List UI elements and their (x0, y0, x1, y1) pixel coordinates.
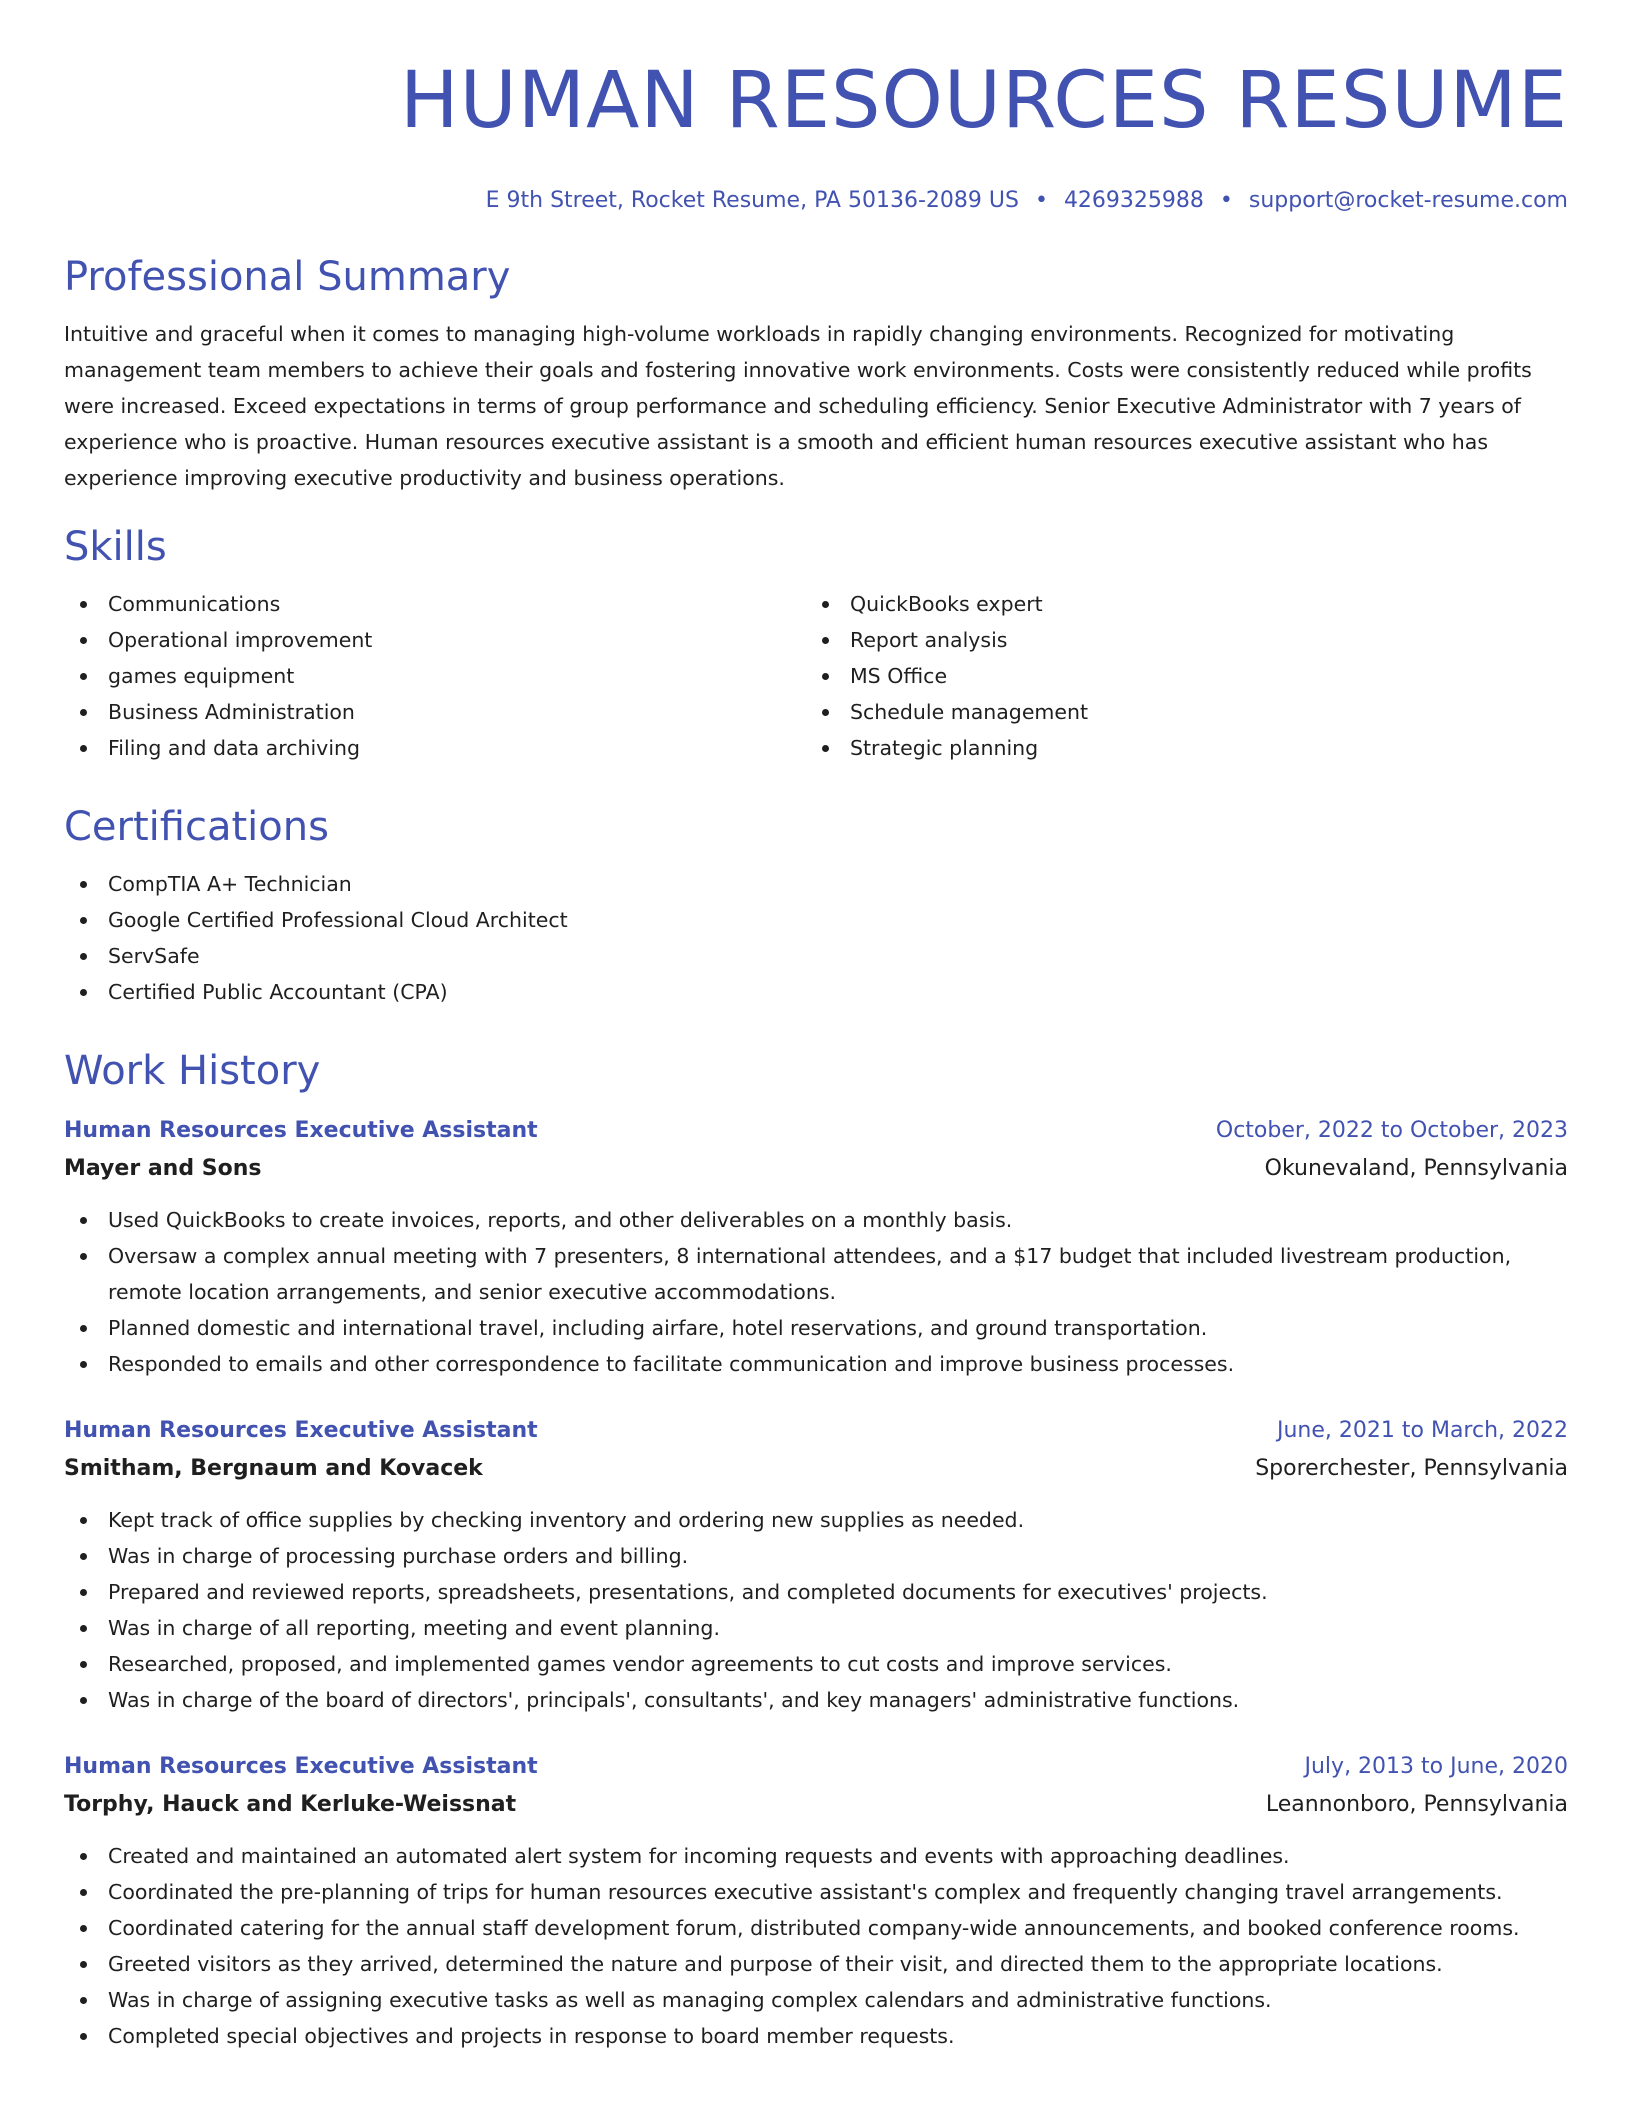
skills-list-left (64, 586, 806, 766)
job-bullet: Created and maintained an automated alert system for incoming requests and events with approaching deadlines. (64, 1838, 1568, 1874)
job-bullets (64, 1838, 1568, 2054)
skill-item: Report analysis (806, 622, 1548, 658)
job-bullets (64, 1202, 1568, 1382)
job-company: Torphy, Hauck and Kerluke-Weissnat (64, 1792, 517, 1817)
contact-address: E 9th Street, Rocket Resume, PA 50136-2089 US (485, 188, 1019, 213)
job-bullet: Oversaw a complex annual meeting with 7 presenters, 8 international attendees, and a $17 budget that included livestream production, remote location arrangements, and senior executive accommodations. (64, 1238, 1568, 1310)
skill-item: QuickBooks expert (806, 586, 1548, 622)
job-bullet: Used QuickBooks to create invoices, reports, and other deliverables on a monthly basis. (64, 1202, 1568, 1238)
job-location: Okunevaland, Pennsylvania (1264, 1156, 1568, 1181)
job-bullet: Planned domestic and international travel, including airfare, hotel reservations, and ground transportation. (64, 1310, 1568, 1346)
resume-title: HUMAN RESOURCES RESUME (399, 56, 1568, 146)
certification-item: CompTIA A+ Technician (64, 866, 1568, 902)
contact-line (64, 186, 1568, 216)
job-bullet: Responded to emails and other correspondence to facilitate communication and improve business processes. (64, 1346, 1568, 1382)
certification-item: Google Certified Professional Cloud Architect (64, 902, 1568, 938)
summary-heading: Professional Summary (64, 254, 511, 300)
job-header-row (64, 1112, 1568, 1150)
job-company-row (64, 1150, 1568, 1188)
certification-item: Certified Public Accountant (CPA) (64, 974, 1568, 1010)
contact-email: support@rocket-resume.com (1248, 188, 1568, 213)
job-title: Human Resources Executive Assistant (64, 1418, 538, 1443)
skills-grid (64, 586, 1568, 766)
job-entry (64, 1748, 1568, 2054)
job-title: Human Resources Executive Assistant (64, 1118, 538, 1143)
job-bullet: Was in charge of all reporting, meeting and event planning. (64, 1610, 1568, 1646)
job-bullet: Was in charge of assigning executive tasks as well as managing complex calendars and administrative functions. (64, 1982, 1568, 2018)
job-bullet: Researched, proposed, and implemented games vendor agreements to cut costs and improve services. (64, 1646, 1568, 1682)
contact-phone: 4269325988 (1063, 188, 1204, 213)
job-title: Human Resources Executive Assistant (64, 1754, 538, 1779)
skills-list-right (806, 586, 1548, 766)
job-dates: June, 2021 to March, 2022 (1277, 1418, 1568, 1443)
job-company: Mayer and Sons (64, 1156, 262, 1181)
skill-item: Strategic planning (806, 730, 1548, 766)
job-location: Sporerchester, Pennsylvania (1255, 1456, 1568, 1481)
skill-item: games equipment (64, 658, 806, 694)
certifications-heading: Certifications (64, 804, 329, 850)
certification-item: ServSafe (64, 938, 1568, 974)
work-history-heading: Work History (64, 1048, 321, 1094)
job-bullet: Greeted visitors as they arrived, determined the nature and purpose of their visit, and directed them to the appropriate locations. (64, 1946, 1568, 1982)
job-bullet: Prepared and reviewed reports, spreadsheets, presentations, and completed documents for executives' projects. (64, 1574, 1568, 1610)
skills-heading: Skills (64, 524, 167, 570)
summary-text: Intuitive and graceful when it comes to managing high-volume workloads in rapidly changing environments. Recognized for motivating management team members to achieve their goals and fostering innovative work environments. Costs were consistently reduced while profits were increased. Exceed expectations in terms of group performance and scheduling efficiency. Senior Executive Administrator with 7 years of experience who is proactive. Human resources executive assistant is a smooth and efficient human resources executive assistant who has experience improving executive productivity and business operations. (64, 322, 1532, 490)
job-bullet: Coordinated the pre-planning of trips for human resources executive assistant's complex and frequently changing travel arrangements. (64, 1874, 1568, 1910)
skill-item: Filing and data archiving (64, 730, 806, 766)
skill-item: MS Office (806, 658, 1548, 694)
contact-separator: • (1034, 188, 1048, 213)
job-bullets (64, 1502, 1568, 1718)
job-entry (64, 1112, 1568, 1382)
job-bullet: Kept track of office supplies by checking inventory and ordering new supplies as needed. (64, 1502, 1568, 1538)
job-bullet: Completed special objectives and projects in response to board member requests. (64, 2018, 1568, 2054)
skill-item: Schedule management (806, 694, 1548, 730)
job-location: Leannonboro, Pennsylvania (1265, 1792, 1568, 1817)
job-bullet: Was in charge of the board of directors', principals', consultants', and key managers' administrative functions. (64, 1682, 1568, 1718)
skill-item: Operational improvement (64, 622, 806, 658)
skill-item: Business Administration (64, 694, 806, 730)
job-company-row (64, 1450, 1568, 1488)
contact-separator: • (1219, 188, 1233, 213)
job-entry (64, 1412, 1568, 1718)
job-dates: July, 2013 to June, 2020 (1304, 1754, 1568, 1779)
job-bullet: Coordinated catering for the annual staff development forum, distributed company-wide announcements, and booked conference rooms. (64, 1910, 1568, 1946)
job-header-row (64, 1412, 1568, 1450)
skill-item: Communications (64, 586, 806, 622)
job-company-row (64, 1786, 1568, 1824)
job-bullet: Was in charge of processing purchase orders and billing. (64, 1538, 1568, 1574)
job-company: Smitham, Bergnaum and Kovacek (64, 1456, 483, 1481)
certifications-list (64, 866, 1568, 1010)
job-dates: October, 2022 to October, 2023 (1215, 1118, 1568, 1143)
job-header-row (64, 1748, 1568, 1786)
